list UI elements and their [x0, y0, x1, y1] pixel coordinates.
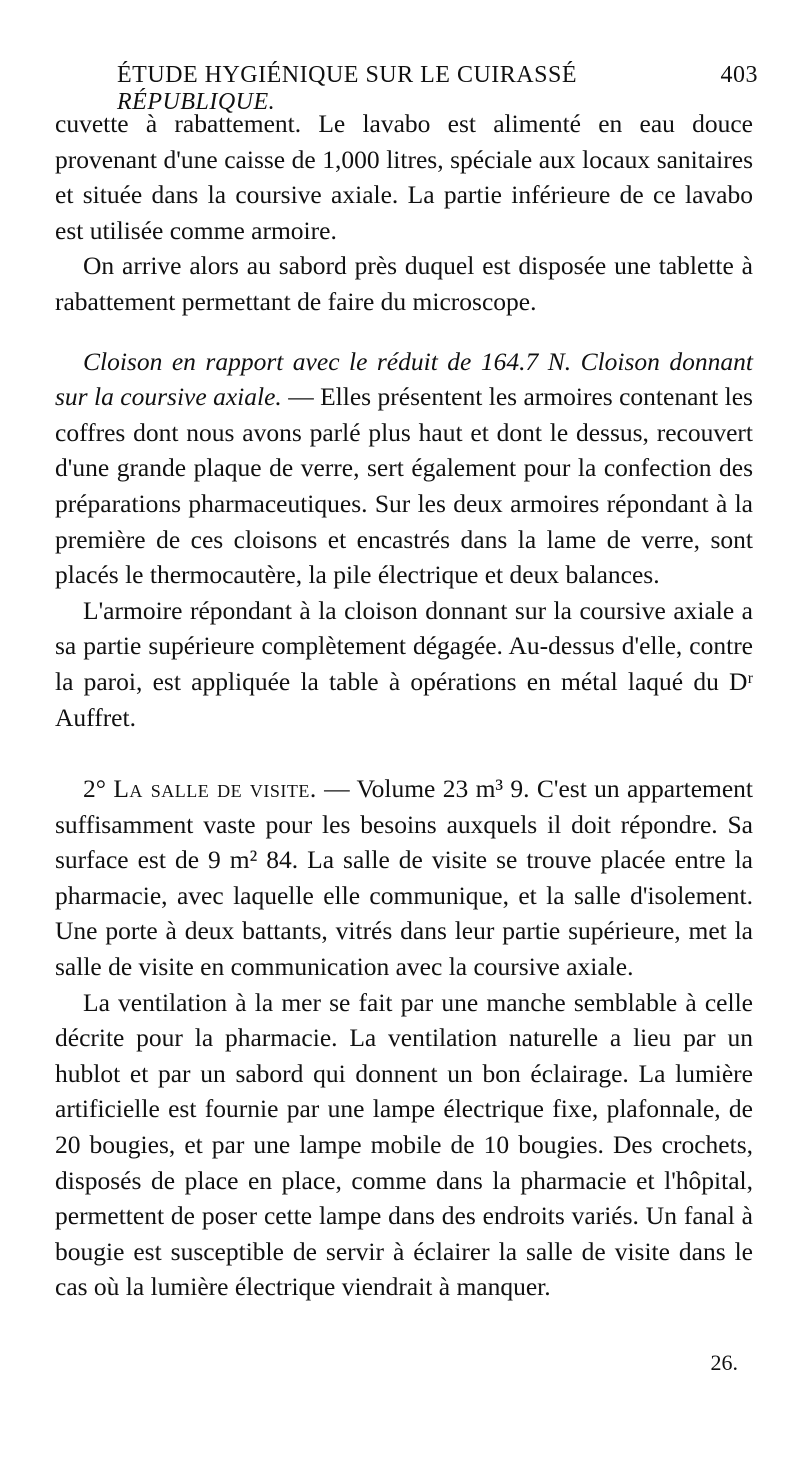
signature-mark: 26.: [710, 1350, 738, 1375]
section-heading: La salle de visite.: [113, 774, 317, 804]
page-number: 403: [720, 62, 758, 88]
header-title: ÉTUDE HYGIÉNIQUE SUR LE CUIRASSÉ RÉPUBLIQUE.: [117, 62, 577, 115]
paragraph-3: Cloison en rapport avec le réduit de 164.7 N. Cloison donnant sur la coursive axiale. — Elles présentent les armoires contenant les coffres dont nous avons parlé plus haut et dont le dessus, recouvert d'une grande plaque de verre, sert également pour la confection des préparations pharmaceutiques. Sur les deux armoires répondant à la première de ces cloisons et encastrés dans la lame de verre, sont placés le thermocautère, la pile électrique et deux balances.: [55, 346, 753, 590]
paragraph-2: On arrive alors au sabord près duquel est disposée une tablette à rabattement permettant de faire du microscope.: [55, 251, 753, 316]
paragraph-6: La ventilation à la mer se fait par une manche semblable à celle décrite pour la pharmacie. La ventilation naturelle a lieu par un hublot et par un sabord qui donnent un bon éclairage. La lumière artificielle est fournie par une lampe électrique fixe, plafonnale, de 20 bougies, et par une lampe mobile de 10 bougies. Des crochets, disposés de place en place, comme dans la pharmacie et l'hôpital, permettent de poser cette lampe dans des endroits variés. Un fanal à bougie est susceptible de servir à éclairer la salle de visite dans le cas où la lumière électrique viendrait à manquer.: [55, 987, 753, 1302]
paragraph-5: 2° La salle de visite. — Volume 23 m³ 9. C'est un appartement suffisamment vaste pour les besoins auxquels il doit répondre. Sa surface est de 9 m² 84. La salle de visite se trouve placée entre la pharmacie, avec laquelle elle communique, et la salle d'isolement. Une porte à deux battants, vitrés dans leur partie supérieure, met la salle de visite en communication avec la coursive axiale.: [55, 774, 753, 982]
paragraph-1: cuvette à rabattement. Le lavabo est alimenté en eau douce provenant d'une caisse de 1,000 litres, spéciale aux locaux sanitaires et située dans la coursive axiale. La partie inférieure de ce lavabo est utilisée comme armoire.: [55, 109, 753, 245]
header-title-italic: RÉPUBLIQUE.: [117, 89, 276, 115]
page-body: [55, 106, 753, 1305]
subsection-heading: Cloison en rapport avec le réduit de 164.7 N. Cloison donnant sur la coursive axiale.: [55, 346, 753, 412]
paragraph-4: L'armoire répondant à la cloison donnant sur la coursive axiale a sa partie supérieure complètement dégagée. Au-dessus d'elle, contre la paroi, est appliquée la table à opérations en métal laqué du Dʳ Auffret.: [55, 595, 753, 732]
section-number: 2°: [83, 774, 106, 804]
